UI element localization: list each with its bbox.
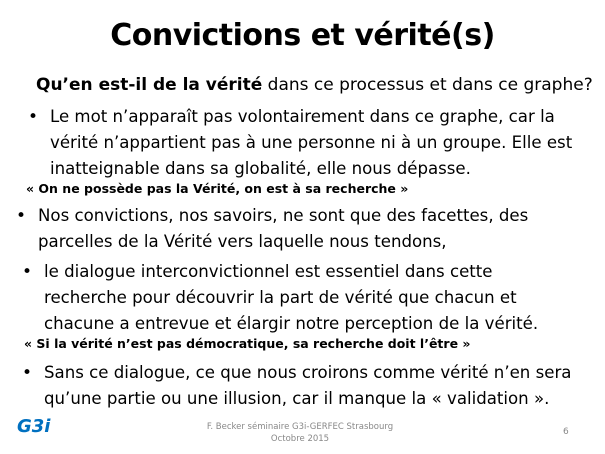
intro-question	[36, 75, 593, 95]
bullet-4-line-1: Sans ce dialogue, ce que nous croirons comme vérité n’en sera	[44, 363, 572, 382]
bullet-3-line-1: le dialogue interconvictionnel est essentiel dans cette	[44, 262, 493, 281]
bullet-4-line-2: qu’une partie ou une illusion, car il manque la « validation ».	[44, 389, 550, 408]
footer-credit	[200, 421, 400, 445]
intro-bold: Qu’en est-il de la vérité	[36, 75, 263, 95]
bullet-3-line-3: chacune a entrevue et élargir notre perception de la vérité.	[44, 314, 539, 333]
bullet-3	[22, 259, 538, 337]
bullet-1-line-1: Le mot n’apparaît pas volontairement dans ce graphe, car la	[50, 107, 555, 126]
intro-rest: dans ce processus et dans ce graphe?	[262, 75, 593, 95]
bullet-symbol: •	[22, 262, 33, 282]
bullet-2-line-2: parcelles de la Vérité vers laquelle nous tendons,	[38, 232, 447, 251]
page-number: 6	[563, 427, 569, 437]
bullet-1	[28, 104, 572, 182]
bullet-symbol: •	[16, 206, 27, 226]
quote-2: « Si la vérité n’est pas démocratique, sa recherche doit l’être »	[24, 336, 471, 351]
footer-line-1: F. Becker séminaire G3i-GERFEC Strasbourg	[206, 422, 394, 432]
bullet-4	[22, 360, 571, 412]
bullet-1-line-2: vérité n’appartient pas à une personne ni à un groupe. Elle est	[50, 133, 573, 152]
slide-title: Convictions et vérité(s)	[110, 18, 495, 53]
bullet-2-line-1: Nos convictions, nos savoirs, ne sont que des facettes, des	[38, 206, 529, 225]
bullet-1-line-3: inatteignable dans sa globalité, elle nous dépasse.	[50, 159, 471, 178]
quote-1: « On ne possède pas la Vérité, on est à sa recherche »	[26, 181, 409, 196]
bullet-symbol: •	[22, 363, 33, 383]
g3i-logo: G3i	[17, 416, 51, 437]
footer-line-2: Octobre 2015	[270, 434, 330, 444]
bullet-2	[16, 203, 528, 255]
bullet-3-line-2: recherche pour découvrir la part de vérité que chacun et	[44, 288, 517, 307]
bullet-symbol: •	[28, 107, 39, 127]
